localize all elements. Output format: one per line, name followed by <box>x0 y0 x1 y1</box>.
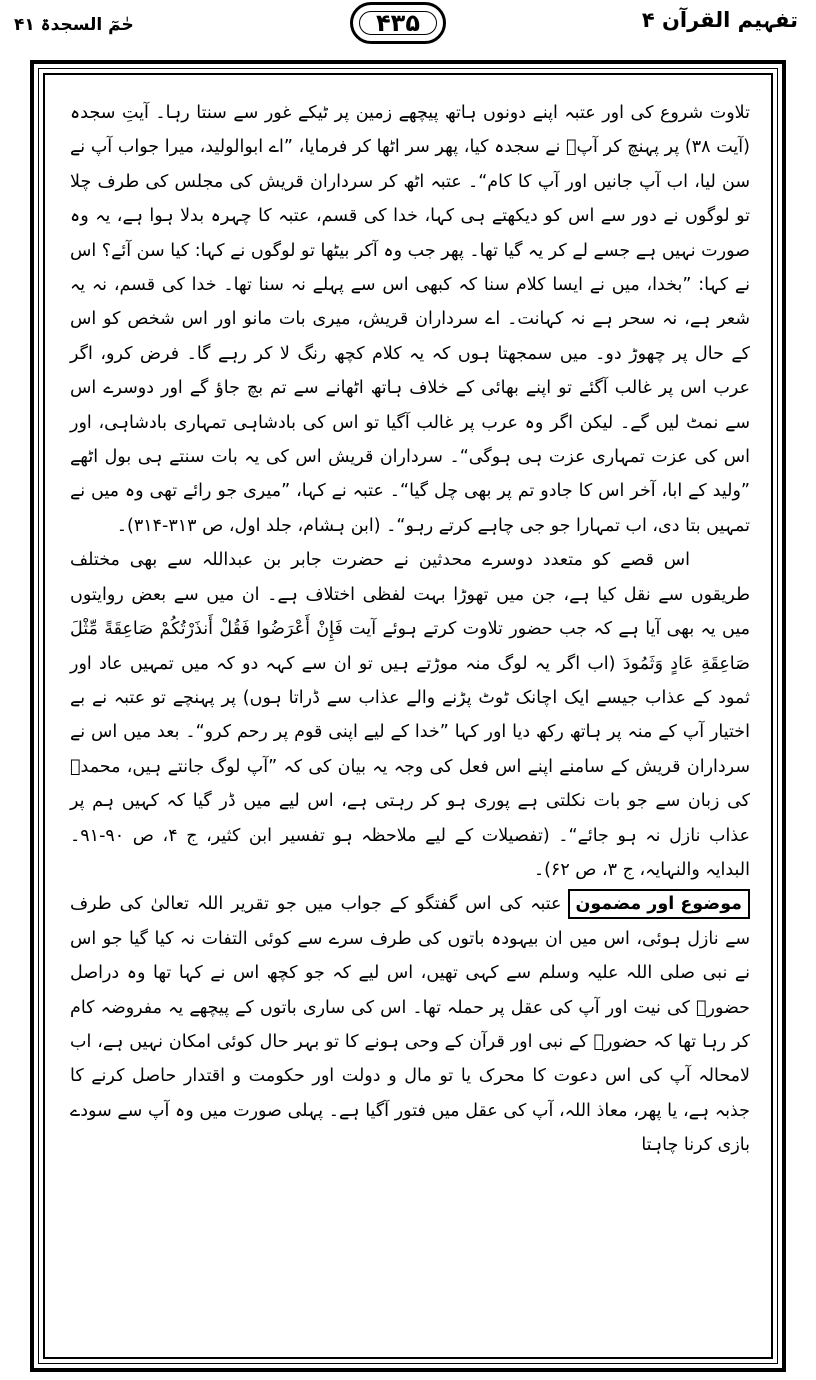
page-number: ۴۳۵ <box>350 2 446 44</box>
surah-name: حٰمٓ السجدۃ ۴۱ <box>14 15 134 35</box>
body-text <box>70 96 750 1163</box>
book-title: تفہیم القرآن ۴ <box>641 8 798 32</box>
paragraph-3 <box>70 887 750 1162</box>
section-heading: موضوع اور مضمون <box>568 889 751 919</box>
paragraph-1: تلاوت شروع کی اور عتبہ اپنے دونوں ہاتھ پیچھے زمین پر ٹیکے غور سے سنتا رہا۔ آیتِ سجدہ (آیت ۳۸) پر پہنچ کر آپؐ نے سجدہ کیا، پھر سر اٹھا کر فرمایا، ”اے ابوالولید، میرا جواب آپ نے سن لیا، اب آپ جانیں اور آپ کا کام“۔ عتبہ اٹھ کر سرداران قریش کی مجلس کی طرف چلا تو لوگوں نے دور سے اس کو دیکھتے ہی کہا، خدا کی قسم، عتبہ کا چہرہ بدلا ہوا ہے، یہ وہ صورت نہیں ہے جسے لے کر یہ گیا تھا۔ پھر جب وہ آکر بیٹھا تو لوگوں نے کہا: کیا سن آئے؟ اس نے کہا: ”بخدا، میں نے ایسا کلام سنا کہ کبھی اس سے پہلے نہ سنا تھا۔ خدا کی قسم، نہ یہ شعر ہے، نہ سحر ہے نہ کہانت۔ اے سرداران قریش، میری بات مانو اور اس شخص کو اس کے حال پر چھوڑ دو۔ میں سمجھتا ہوں کہ یہ کلام کچھ رنگ لا کر رہے گا۔ فرض کرو، اگر عرب اس پر غالب آگئے تو اپنے بھائی کے خلاف ہاتھ اٹھانے سے تم بچ جاؤ گے اور دوسرے اس سے نمٹ لیں گے۔ لیکن اگر وہ عرب پر غالب آگیا تو اس کی بادشاہی تمہاری بادشاہی، اور اس کی عزت تمہاری عزت ہی ہوگی“۔ سرداران قریش اس کی یہ بات سنتے ہی بول اٹھے ”ولید کے ابا، آخر اس کا جادو تم پر بھی چل گیا“۔ عتبہ نے کہا، ”میری جو رائے تھی وہ میں نے تمہیں بتا دی، اب تمہارا جو جی چاہے کرتے رہو“۔ (ابن ہشام، جلد اول، ص ۳۱۳-۳۱۴)۔ <box>70 103 750 536</box>
paragraph-2: اس قصے کو متعدد دوسرے محدثین نے حضرت جابر بن عبداللہ سے بھی مختلف طریقوں سے نقل کیا ہے، جن میں تھوڑا بہت لفظی اختلاف ہے۔ ان میں سے بعض روایتوں میں یہ بھی آیا ہے کہ جب حضور تلاوت کرتے ہوئے آیت فَإِنْ أَعْرَضُوا فَقُلْ أَنذَرْتُكُمْ صَاعِقَةً مِّثْلَ صَاعِقَةِ عَادٍ وَثَمُودَ (اب اگر یہ لوگ منہ موڑتے ہیں تو ان سے کہہ دو کہ میں تمہیں عاد اور ثمود کے عذاب جیسے ایک اچانک ٹوٹ پڑنے والے عذاب سے ڈراتا ہوں) پر پہنچے تو عتبہ نے بے اختیار آپ کے منہ پر ہاتھ رکھ دیا اور کہا ”خدا کے لیے اپنی قوم پر رحم کرو“۔ بعد میں اس نے سرداران قریش کے سامنے اپنے اس فعل کی وجہ یہ بیان کی کہ ”آپ لوگ جانتے ہیں، محمدؐ کی زبان سے جو بات نکلتی ہے پوری ہو کر رہتی ہے، اس لیے میں ڈر گیا کہ کہیں ہم پر عذاب نازل نہ ہو جائے“۔ (تفصیلات کے لیے ملاحظہ ہو تفسیر ابن کثیر، ج ۴، ص ۹۰-۹۱۔ البدایہ والنہایہ، ج ۳، ص ۶۲)۔ <box>70 550 750 880</box>
page-header <box>0 0 816 54</box>
paragraph-3-text: عتبہ کی اس گفتگو کے جواب میں جو تقریر اللہ تعالیٰ کی طرف سے نازل ہوئی، اس میں ان بیہودہ باتوں کی طرف سرے سے کوئی التفات نہ کیا گیا جو اس نے نبی صلی اللہ علیہ وسلم سے کہی تھیں، اس لیے کہ جو کچھ اس نے کہا تھا وہ دراصل حضورؐ کی نیت اور آپ کی عقل پر حملہ تھا۔ اس کی ساری باتوں کے پیچھے یہ مفروضہ کام کر رہا تھا کہ حضورؐ کے نبی اور قرآن کے وحی ہونے کا تو بہر حال کوئی امکان نہیں ہے، اب لامحالہ آپ کی اس دعوت کا محرک یا تو مال و دولت اور حکومت و اقتدار حاصل کرنے کا جذبہ ہے، یا پھر، معاذ اللہ، آپ کی عقل میں فتور آگیا ہے۔ پہلی صورت میں وہ آپ سے سودے بازی کرنا چاہتا <box>70 894 750 1156</box>
